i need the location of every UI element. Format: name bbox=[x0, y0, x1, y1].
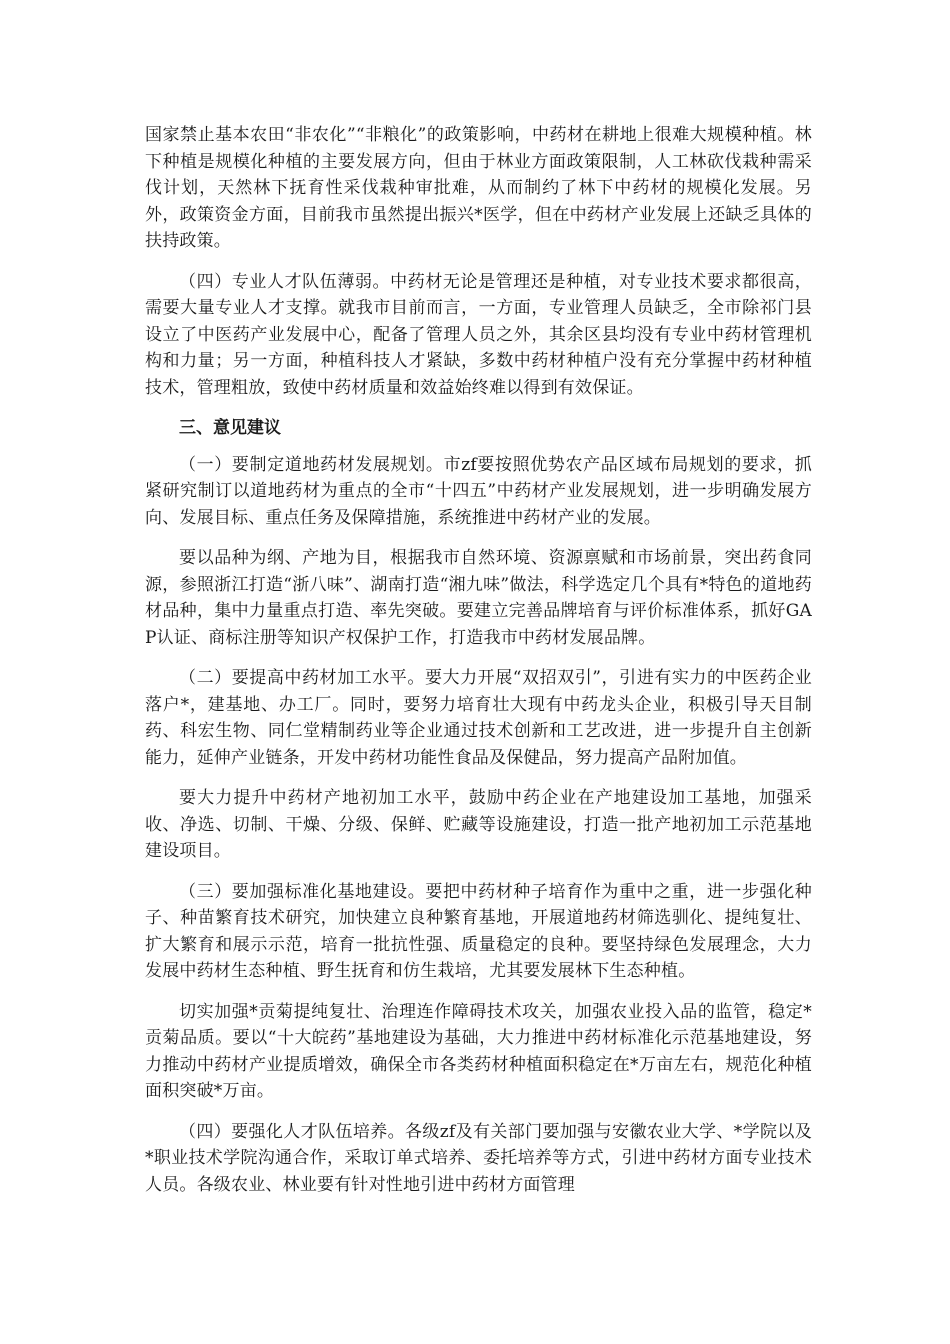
paragraph-talent-shortage: （四）专业人才队伍薄弱。中药材无论是管理还是种植，对专业技术要求都很高，需要大量专业人才支撑。就我市目前而言，一方面，专业管理人员缺乏，全市除祁门县设立了中医药产业发展中心，配备了管理人员之外，其余区县均没有专业中药材管理机构和力量；另一方面，种植科技人才紧缺，多数中药材种植户没有充分掌握中药材种植技术，管理粗放，致使中药材质量和效益始终难以得到有效保证。 bbox=[145, 271, 812, 398]
paragraph-suggestion-1-detail: 要以品种为纲、产地为目，根据我市自然环境、资源禀赋和市场前景，突出药食同源，参照浙江打造“浙八味”、湖南打造“湘九味”做法，科学选定几个具有*特色的道地药材品种，集中力量重点打造、率先突破。要建立完善品牌培育与评价标准体系，抓好GAP认证、商标注册等知识产权保护工作，打造我市中药材发展品牌。 bbox=[145, 548, 812, 648]
document-body bbox=[145, 122, 812, 1212]
paragraph-suggestion-2-detail: 要大力提升中药材产地初加工水平，鼓励中药企业在产地建设加工基地，加强采收、净选、切制、干燥、分级、保鲜、贮藏等设施建设，打造一批产地初加工示范基地建设项目。 bbox=[145, 788, 812, 861]
paragraph-suggestion-3-detail: 切实加强*贡菊提纯复壮、治理连作障碍技术攻关，加强农业投入品的监管，稳定*贡菊品质。要以“十大皖药”基地建设为基础，大力推进中药材标准化示范基地建设，努力推动中药材产业提质增效，确保全市各类药材种植面积稳定在*万亩左右，规范化种植面积突破*万亩。 bbox=[145, 1001, 812, 1101]
paragraph-suggestion-4: （四）要强化人才队伍培养。各级zf及有关部门要加强与安徽农业大学、*学院以及*职业技术学院沟通合作，采取订单式培养、委托培养等方式，引进中药材方面专业技术人员。各级农业、林业要有针对性地引进中药材方面管理 bbox=[145, 1121, 812, 1195]
paragraph-suggestion-1: （一）要制定道地药材发展规划。市zf要按照优势农产品区域布局规划的要求，抓紧研究制订以道地药材为重点的全市“十四五”中药材产业发展规划，进一步明确发展方向、发展目标、重点任务及保障措施，系统推进中药材产业的发展。 bbox=[145, 454, 812, 528]
paragraph-suggestion-2: （二）要提高中药材加工水平。要大力开展“双招双引”，引进有实力的中医药企业落户*，建基地、办工厂。同时，要努力培育壮大现有中药龙头企业，积极引导天目制药、科宏生物、同仁堂精制药业等企业通过技术创新和工艺改进，进一步提升自主创新能力，延伸产业链条，开发中药材功能性食品及保健品，努力提高产品附加值。 bbox=[145, 668, 812, 768]
paragraph-suggestion-3: （三）要加强标准化基地建设。要把中药材种子培育作为重中之重，进一步强化种子、种苗繁育技术研究，加快建立良种繁育基地，开展道地药材筛选驯化、提纯复壮、扩大繁育和展示示范，培育一批抗性强、质量稳定的良种。要坚持绿色发展理念，大力发展中药材生态种植、野生抚育和仿生栽培，尤其要发展林下生态种植。 bbox=[145, 881, 812, 981]
section-heading: 三、意见建议 bbox=[179, 418, 281, 438]
paragraph-policy-constraints: 国家禁止基本农田“非农化”“非粮化”的政策影响，中药材在耕地上很难大规模种植。林下种植是规模化种植的主要发展方向，但由于林业方面政策限制，人工林砍伐栽种需采伐计划，天然林下抚育性采伐栽种审批难，从而制约了林下中药材的规模化发展。另外，政策资金方面，目前我市虽然提出振兴*医学，但在中药材产业发展上还缺乏具体的扶持政策。 bbox=[145, 125, 812, 251]
